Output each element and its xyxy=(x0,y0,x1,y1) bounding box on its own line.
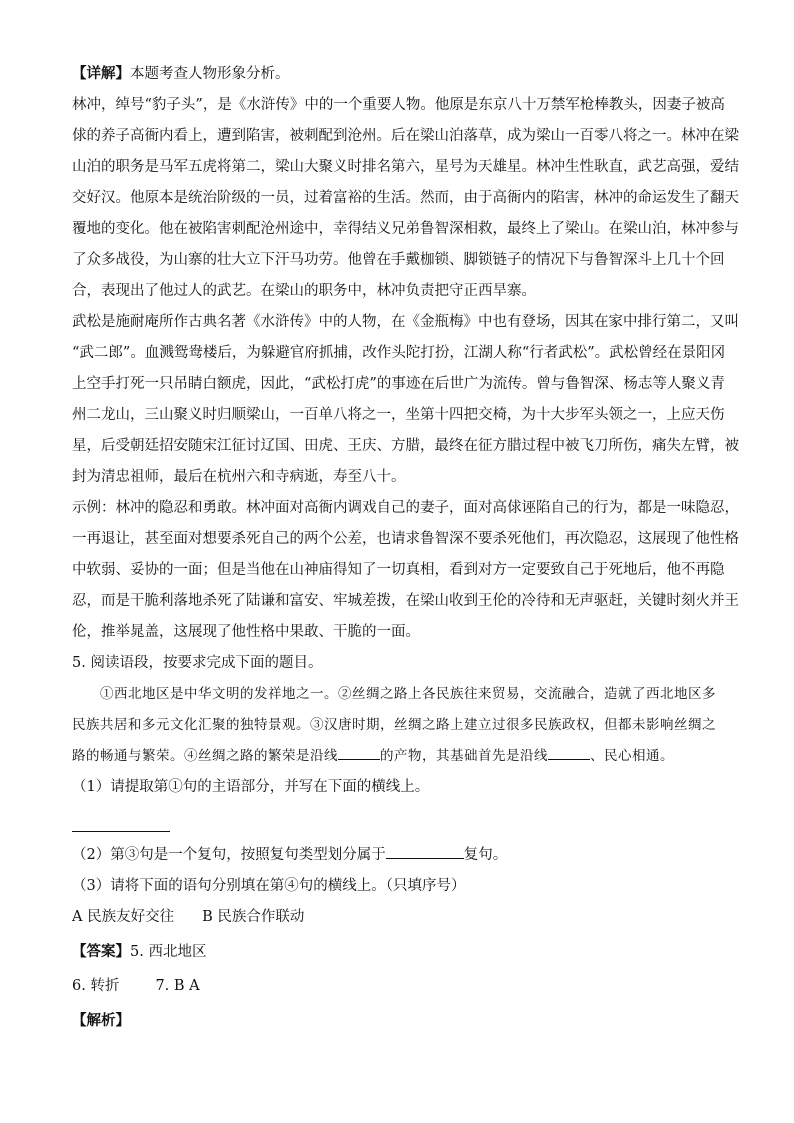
text-line: 州二龙山，三山聚义时归顺梁山，一百单八将之一，坐第十四把交椅，为十大步军头领之一，上应天伤 xyxy=(72,407,725,423)
text-line: 伦，推举晁盖，这展现了他性格中果敢、干脆的一面。 xyxy=(72,624,420,640)
example-paragraph xyxy=(72,493,739,648)
text-line: 一再退让，甚至面对想要杀死自己的两个公差，也请求鲁智深不要杀死他们，再次隐忍，这展现了他性格 xyxy=(72,531,739,547)
subquestion-3: （3）请将下面的语句分别填在第④句的横线上。（只填序号） xyxy=(72,878,466,894)
question5-title: 5. 阅读语段，按要求完成下面的题目。 xyxy=(72,655,323,671)
analysis-line xyxy=(72,1005,722,1037)
text-line: 封为清忠祖师，最后在杭州六和寺病逝，寿至八十。 xyxy=(72,469,406,485)
explain-text: 本题考查人物形象分析。 xyxy=(130,66,290,82)
text-line: “武二郎”。血溅鸳鸯楼后，为躲避官府抓捕，改作头陀打扮，江湖人称“行者武松”。武松曾经在景阳冈 xyxy=(72,345,726,361)
text-line: 了众多战役，为山寨的壮大立下汗马功劳。他曾在手戴枷锁、脚锁链子的情况下与鲁智深斗上几十个回 xyxy=(72,252,725,268)
linchong-paragraph xyxy=(72,90,739,307)
answer-bracket: 【答案】 xyxy=(72,943,130,960)
answer-line xyxy=(72,936,722,968)
explain-header xyxy=(72,58,722,90)
subquestion-2 xyxy=(72,840,722,871)
fill-blank xyxy=(338,745,380,760)
options-line xyxy=(72,902,722,933)
text-line: 合，表现出了他过人的武艺。在梁山的职务中，林冲负责把守正西旱寨。 xyxy=(72,283,536,299)
passage-line: ①西北地区是中华文明的发祥地之一。②丝绸之路上各民族往来贸易，交流融合，造就了西北地区多 xyxy=(100,686,716,702)
option-b: B 民族合作联动 xyxy=(202,909,305,925)
text-line: 俅的养子高衙内看上，遭到陷害，被刺配到沧州。后在梁山泊落草，成为梁山一百零八将之一。林冲在梁 xyxy=(72,128,739,144)
text-line: 林冲，绰号“豹子头”，是《水浒传》中的一个重要人物。他原是东京八十万禁军枪棒教头，因妻子被高 xyxy=(72,97,725,113)
document-page xyxy=(72,58,739,1037)
subquestion-1: （1）请提取第①句的主语部分，并写在下面的横线上。 xyxy=(72,779,430,795)
passage-line xyxy=(72,741,722,772)
wusong-paragraph xyxy=(72,307,739,493)
text-line: 山泊的职务是马军五虎将第二，梁山大聚义时排名第六，星号为天雄星。林冲生性耿直，武艺高强，爱结 xyxy=(72,159,739,175)
answer-text: 5. 西北地区 xyxy=(130,944,207,960)
subquestion-2-text: 复句。 xyxy=(463,847,508,863)
answer-line-2 xyxy=(72,971,722,1002)
question5-passage xyxy=(72,679,722,772)
subquestion-2-text: （2）第③句是一个复句，按照复句类型划分属于 xyxy=(72,847,386,863)
answer-space xyxy=(72,803,722,840)
passage-text: 的产物，其基础首先是沿线 xyxy=(380,748,548,764)
text-line: 示例：林冲的隐忍和勇敢。林冲面对高衙内调戏自己的妻子，面对高俅诬陷自己的行为，都是一味隐忍， xyxy=(72,500,739,516)
text-line: 中软弱、妥协的一面；但是当他在山神庙得知了一切真相，看到对方一定要致自己于死地后，他不再隐 xyxy=(72,562,725,578)
answer-underline xyxy=(72,831,170,832)
option-a: A 民族友好交往 xyxy=(72,909,175,925)
fill-blank xyxy=(386,844,464,859)
text-line: 覆地的变化。他在被陷害刺配沧州途中，幸得结义兄弟鲁智深相救，最终上了梁山。在梁山泊，林冲参与 xyxy=(72,221,739,237)
text-line: 上空手打死一只吊睛白额虎，因此，“武松打虎”的事迹在后世广为流传。曾与鲁智深、杨志等人聚义青 xyxy=(72,376,725,392)
text-line: 武松是施耐庵所作古典名著《水浒传》中的人物，在《金瓶梅》中也有登场，因其在家中排行第二，又叫 xyxy=(72,314,739,330)
answer-6: 6. 转折 xyxy=(72,978,120,994)
passage-line: 民族共居和多元文化汇聚的独特景观。③汉唐时期，丝绸之路上建立过很多民族政权，但都未影响丝绸之 xyxy=(72,717,716,733)
passage-text: 、民心相通。 xyxy=(590,748,674,764)
text-line: 星，后受朝廷招安随宋江征讨辽国、田虎、王庆、方腊，最终在征方腊过程中被飞刀所伤，痛失左臂，被 xyxy=(72,438,739,454)
text-line: 忍，而是干脆利落地杀死了陆谦和富安、牢城差拨，在梁山收到王伦的冷待和无声驱赶，关键时刻火并王 xyxy=(72,593,739,609)
text-line: 交好汉。他原本是统治阶级的一员，过着富裕的生活。然而，由于高衙内的陷害，林冲的命运发生了翻天 xyxy=(72,190,739,206)
passage-text: 路的畅通与繁荣。④丝绸之路的繁荣是沿线 xyxy=(72,748,338,764)
fill-blank xyxy=(548,745,590,760)
answer-7: 7. B A xyxy=(155,978,200,994)
analysis-bracket: 【解析】 xyxy=(72,1012,130,1029)
explain-bracket: 【详解】 xyxy=(72,65,130,82)
